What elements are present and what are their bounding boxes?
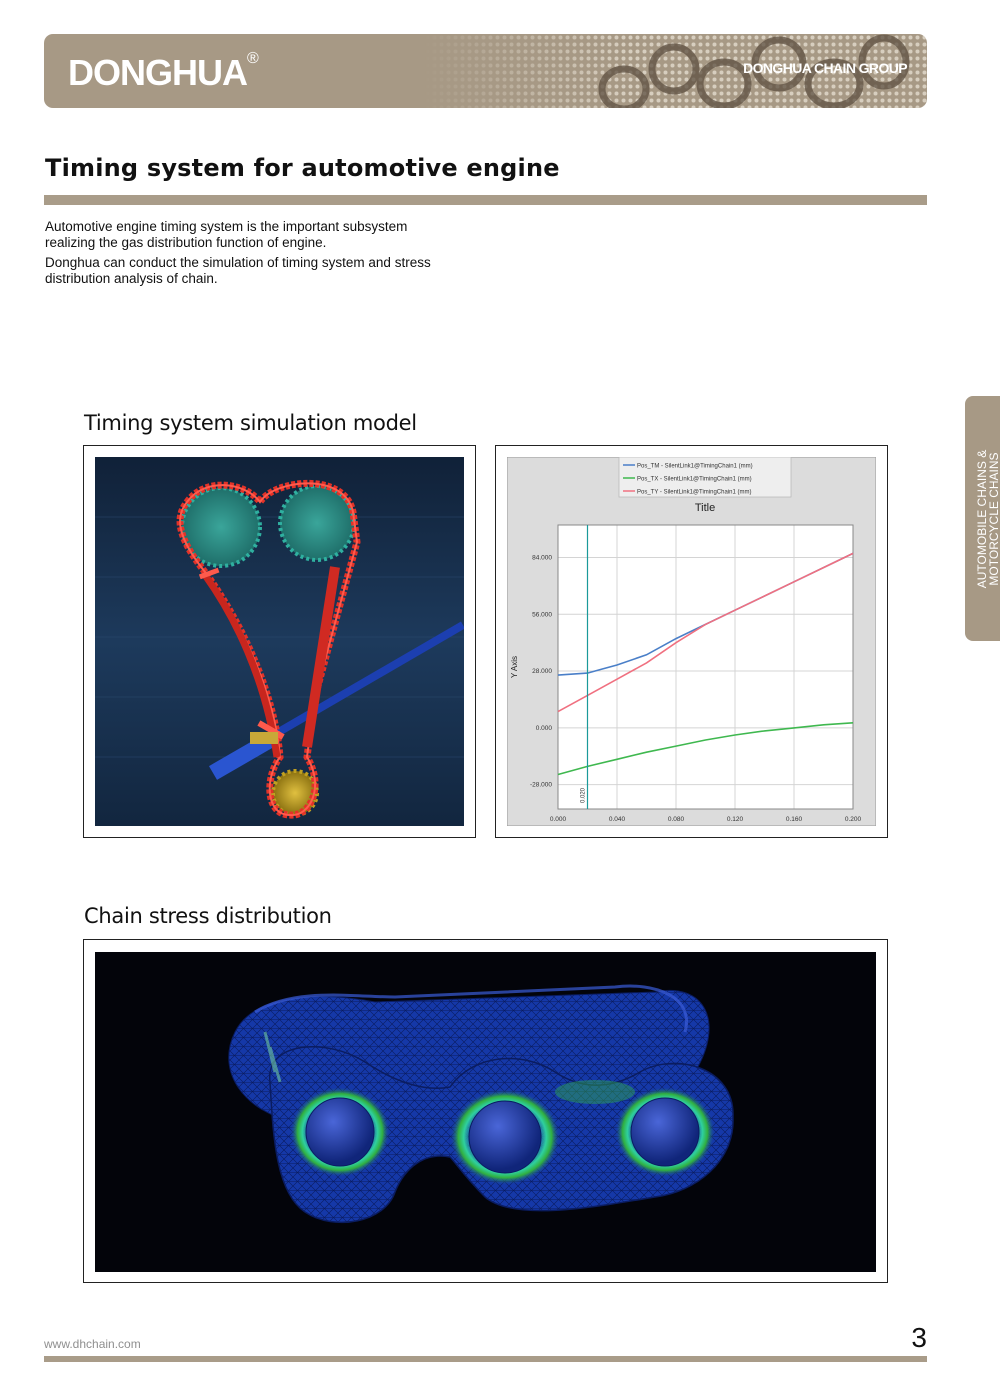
legend-entry: Pos_TM - SilentLink1@TimingChain1 (mm): [637, 463, 753, 470]
position-chart-panel: [495, 445, 888, 838]
x-tick-label: 0.200: [844, 816, 862, 823]
time-marker-label: 0.020: [580, 787, 587, 803]
group-name: DONGHUA CHAIN GROUP: [743, 60, 907, 76]
stress-distribution-image: [95, 952, 876, 1272]
legend-entry: Pos_TX - SilentLink1@TimingChain1 (mm): [637, 476, 752, 483]
y-tick-label: 28.000: [532, 668, 552, 676]
footer-url[interactable]: www.dhchain.com: [44, 1337, 141, 1351]
y-tick-label: 84.000: [532, 554, 552, 562]
page-title: Timing system for automotive engine: [45, 154, 560, 182]
registered-mark: ®: [247, 50, 259, 67]
x-tick-label: 0.160: [785, 816, 803, 823]
x-tick-label: 0.000: [549, 816, 567, 823]
y-tick-label: 56.000: [532, 611, 552, 619]
stress-heading: Chain stress distribution: [84, 904, 332, 928]
y-axis-label: Y Axis: [510, 655, 519, 679]
header-banner: [44, 34, 927, 108]
x-tick-label: 0.120: [726, 816, 744, 823]
footer-divider: [44, 1356, 927, 1362]
intro-paragraph-2: Donghua can conduct the simulation of timing system and stress distribution analysis of chain.: [45, 255, 431, 286]
page-number: 3: [911, 1322, 927, 1353]
simulation-model-image: [95, 457, 464, 826]
title-divider: [44, 195, 927, 205]
intro-paragraph-1: Automotive engine timing system is the important subsystem realizing the gas distribution function of engine.: [45, 219, 408, 250]
position-line-chart: [507, 457, 876, 826]
brand-logo: [68, 52, 259, 94]
side-tab: [965, 396, 1000, 641]
intro-text: [45, 219, 445, 291]
x-tick-label: 0.080: [667, 816, 685, 823]
legend-entry: Pos_TY - SilentLink1@TimingChain1 (mm): [637, 489, 752, 496]
x-tick-label: 0.040: [608, 816, 626, 823]
simulation-model-panel: [83, 445, 476, 838]
chart-title: Title: [694, 502, 716, 514]
side-tab-label: AUTOMOBILE CHAINS & MOTORCYCLE CHAINS: [974, 449, 1000, 588]
y-tick-label: -28.000: [529, 781, 552, 789]
y-tick-label: 0.000: [535, 724, 552, 732]
simulation-heading: Timing system simulation model: [84, 411, 417, 435]
stress-distribution-panel: [83, 939, 888, 1283]
logo-text: DONGHUA: [68, 52, 247, 93]
